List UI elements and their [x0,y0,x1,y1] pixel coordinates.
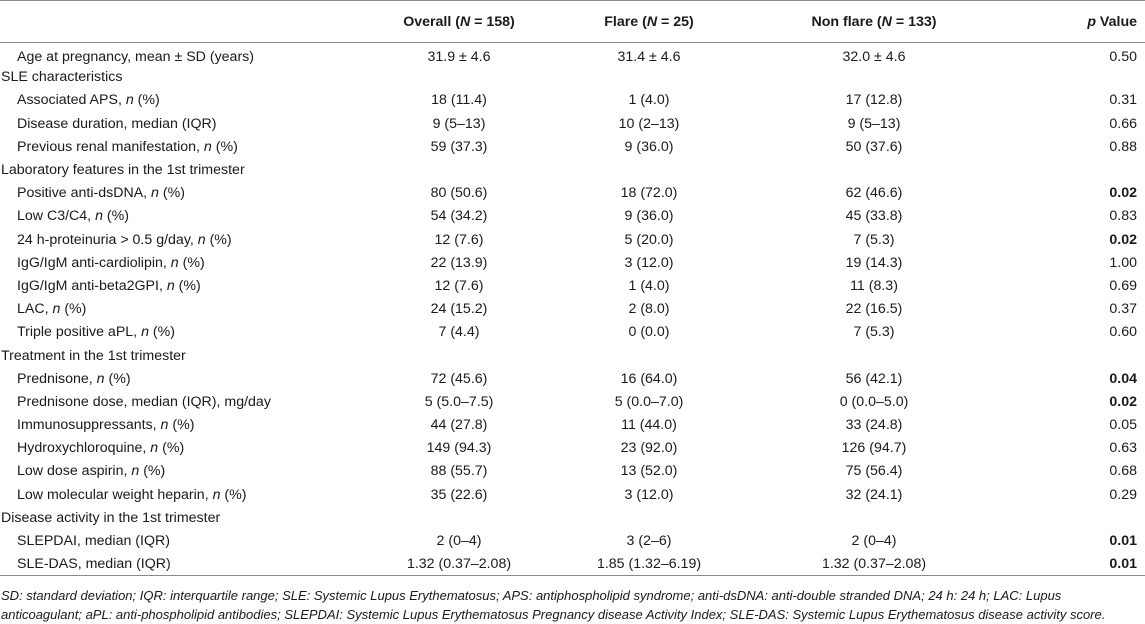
cell-overall: 12 (7.6) [434,277,484,294]
cell-overall: 9 (5–13) [432,115,486,132]
cell-overall: 88 (55.7) [430,463,488,480]
cell-nonflare: 126 (94.7) [841,440,907,457]
cell-p-value: 0.02 [1109,185,1137,202]
row-label: Low dose aspirin, n (%) [17,463,166,480]
section-label: Disease activity in the 1st trimester [1,509,221,526]
table-row [0,298,1145,321]
cell-p-value: 0.50 [1109,48,1137,65]
cell-nonflare: 0 (0.0–5.0) [839,393,909,410]
cell-nonflare: 75 (56.4) [845,463,903,480]
cell-flare: 9 (36.0) [624,208,674,225]
cell-p-value: 0.69 [1109,277,1137,294]
cell-p-value: 0.29 [1109,486,1137,503]
cell-p-value: 0.63 [1109,440,1137,457]
section-row [0,66,1145,89]
table-header [0,1,1145,43]
cell-flare: 13 (52.0) [620,463,678,480]
cell-flare: 31.4 ± 4.6 [617,48,681,65]
cell-flare: 5 (20.0) [624,231,674,248]
section-label: Treatment in the 1st trimester [1,347,186,364]
row-label: IgG/IgM anti-cardiolipin, n (%) [17,254,205,271]
header-row [0,1,1145,43]
cell-flare: 3 (12.0) [624,254,674,271]
cell-nonflare: 11 (8.3) [850,277,898,294]
row-label: SLEPDAI, median (IQR) [17,533,170,550]
cell-p-value: 0.31 [1109,92,1137,109]
cell-overall: 24 (15.2) [430,301,488,318]
cell-nonflare: 19 (14.3) [845,254,903,271]
cell-overall: 35 (22.6) [430,486,488,503]
cell-p-value: 0.88 [1109,138,1137,155]
header-nonflare: Non flare (N = 133) [745,1,1003,43]
cell-p-value: 0.37 [1109,301,1137,318]
row-label: Prednisone, n (%) [17,370,131,387]
cell-flare: 10 (2–13) [618,115,680,132]
row-label: LAC, n (%) [17,301,87,318]
row-label: Hydroxychloroquine, n (%) [17,440,185,457]
section-row [0,506,1145,529]
cell-nonflare: 56 (42.1) [845,370,903,387]
cell-overall: 54 (34.2) [430,208,488,225]
row-label: IgG/IgM anti-beta2GPI, n (%) [17,277,201,294]
section-label: SLE characteristics [1,69,123,86]
table-row [0,274,1145,297]
cell-p-value: 0.01 [1109,533,1137,550]
section-row [0,344,1145,367]
table-footnote: SD: standard deviation; IQR: interquartile range; SLE: Systemic Lupus Erythematosus; APS: antiphospholipid syndrome; anti-dsDNA: anti-double stranded DNA; 24 h: 24 h; LAC: Lupus anticoagulant; aPL: anti-phospholipid antibodies; SLEPDAI: Systemic Lupus Erythematosus Pregnancy disease Activity Index; SLE-DAS: Systemic Lupus Erythematosus disease activity score. [1,588,1106,623]
table-row [0,205,1145,228]
cell-overall: 80 (50.6) [430,185,488,202]
cell-overall: 5 (5.0–7.5) [424,393,494,410]
row-label: Immunosuppressants, n (%) [17,417,195,434]
cell-overall: 12 (7.6) [434,231,484,248]
cell-nonflare: 32.0 ± 4.6 [842,48,906,65]
cell-overall: 2 (0–4) [436,533,482,550]
table-row [0,112,1145,135]
table-row [0,437,1145,460]
row-label: Low molecular weight heparin, n (%) [17,486,247,503]
cell-overall: 72 (45.6) [430,370,488,387]
table-row [0,553,1145,576]
row-label: Disease duration, median (IQR) [17,115,217,132]
cell-nonflare: 7 (5.3) [853,324,895,341]
cell-p-value: 0.02 [1109,393,1137,410]
cell-overall: 18 (11.4) [431,92,487,109]
cell-flare: 2 (8.0) [628,301,670,318]
cell-flare: 9 (36.0) [624,138,674,155]
cell-nonflare: 1.32 (0.37–2.08) [745,553,1003,576]
cell-nonflare: 22 (16.5) [845,301,903,318]
cell-flare: 16 (64.0) [620,370,678,387]
cell-p-value: 0.05 [1109,417,1137,434]
cell-flare: 0 (0.0) [628,324,670,341]
cell-p-value: 0.02 [1109,231,1137,248]
cell-overall: 1.32 (0.37–2.08) [365,553,553,576]
section-row [0,158,1145,181]
cell-nonflare: 17 (12.8) [845,92,903,109]
cell-flare: 23 (92.0) [620,440,678,457]
cell-overall: 59 (37.3) [430,138,488,155]
row-label: SLE-DAS, median (IQR) [0,553,365,576]
row-label: Age at pregnancy, mean ± SD (years) [17,48,254,65]
cell-nonflare: 33 (24.8) [845,417,903,434]
cell-flare: 1.85 (1.32–6.19) [553,553,745,576]
table-row [0,182,1145,205]
cell-p-value: 0.04 [1109,370,1137,387]
row-label: Associated APS, n (%) [17,92,160,109]
cell-p-value: 1.00 [1109,254,1137,271]
cell-nonflare: 50 (37.6) [845,138,903,155]
cell-overall: 7 (4.4) [438,324,480,341]
table-row [0,43,1145,66]
cell-nonflare: 62 (46.6) [845,185,903,202]
row-label: Prednisone dose, median (IQR), mg/day [17,393,271,410]
cell-p-value: 0.68 [1109,463,1137,480]
table-row [0,414,1145,437]
table-row [0,135,1145,158]
cell-overall: 22 (13.9) [430,254,488,271]
table-body [0,43,1145,576]
cell-nonflare: 7 (5.3) [853,231,895,248]
cell-flare: 11 (44.0) [621,417,677,434]
header-variable [0,1,365,43]
cell-p-value: 0.60 [1109,324,1137,341]
cell-flare: 18 (72.0) [620,185,678,202]
cell-nonflare: 2 (0–4) [851,533,897,550]
table-row [0,89,1145,112]
cell-flare: 3 (2–6) [626,533,672,550]
cell-nonflare: 32 (24.1) [845,486,903,503]
cell-p-value: 0.66 [1109,115,1137,132]
table-row [0,228,1145,251]
row-label: Low C3/C4, n (%) [17,208,129,225]
table-row [0,321,1145,344]
row-label: Triple positive aPL, n (%) [17,324,175,341]
cell-overall: 149 (94.3) [426,440,492,457]
cell-flare: 1 (4.0) [628,92,670,109]
section-label: Laboratory features in the 1st trimester [1,162,245,179]
header-overall: Overall (N = 158) [365,1,553,43]
table-row [0,483,1145,506]
cell-p-value: 0.01 [1003,553,1145,576]
row-label: Positive anti-dsDNA, n (%) [17,185,185,202]
table-row [0,390,1145,413]
table-row [0,529,1145,552]
table-row [0,367,1145,390]
table-row [0,251,1145,274]
header-flare: Flare (N = 25) [553,1,745,43]
cell-overall: 44 (27.8) [430,417,488,434]
cell-flare: 5 (0.0–7.0) [614,393,684,410]
row-label: Previous renal manifestation, n (%) [17,138,238,155]
cell-flare: 3 (12.0) [624,486,674,503]
cell-flare: 1 (4.0) [628,277,670,294]
cell-overall: 31.9 ± 4.6 [427,48,491,65]
cell-nonflare: 9 (5–13) [847,115,901,132]
table-row [0,460,1145,483]
cell-nonflare: 45 (33.8) [845,208,903,225]
cell-p-value: 0.83 [1109,208,1137,225]
row-label: 24 h-proteinuria > 0.5 g/day, n (%) [17,231,232,248]
header-p-value: p Value [1003,1,1145,43]
